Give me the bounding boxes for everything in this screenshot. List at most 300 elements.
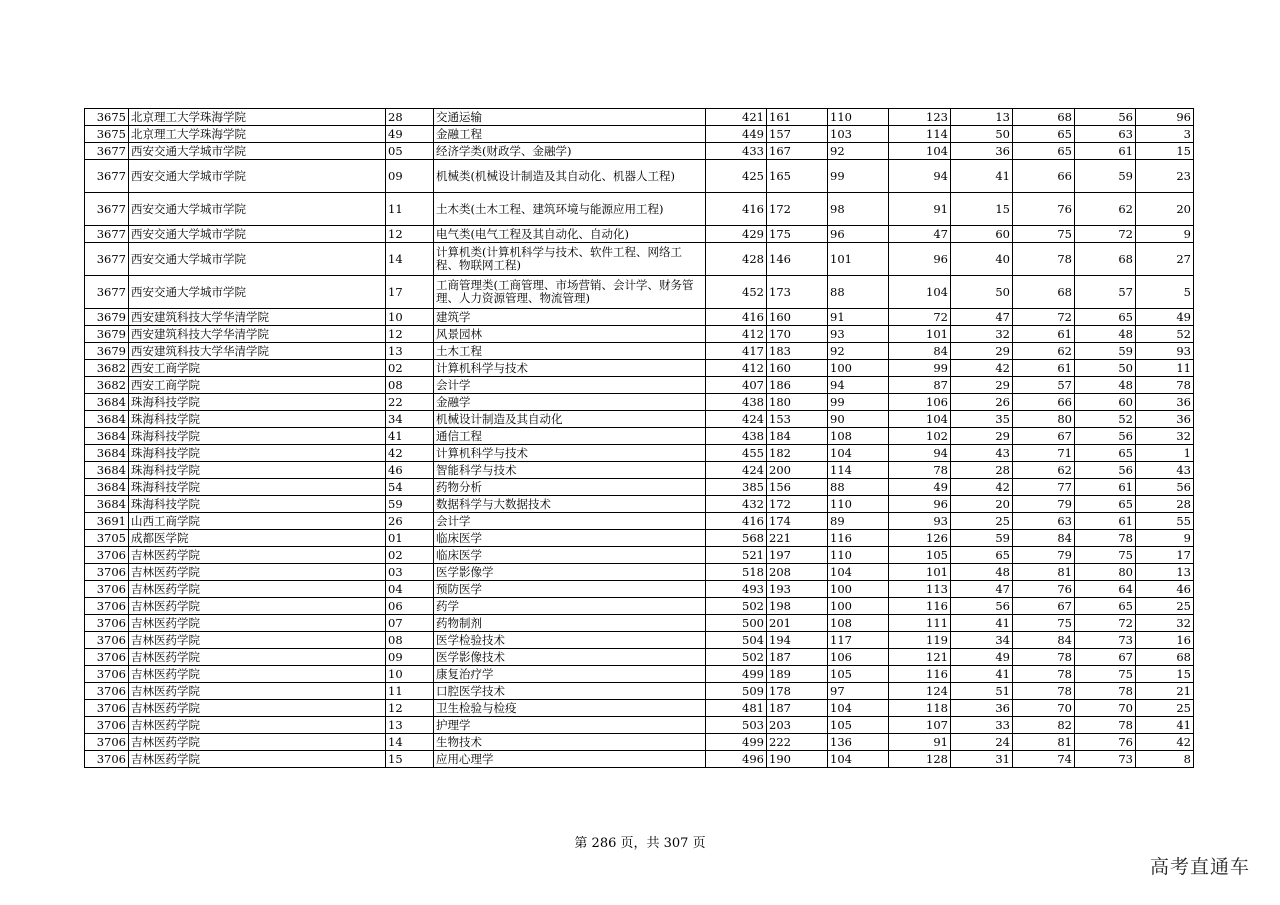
score-cell: 110 xyxy=(828,109,889,126)
score-cell: 73 xyxy=(1075,751,1136,768)
score-cell: 68 xyxy=(1075,243,1136,276)
major-code-cell: 42 xyxy=(386,445,434,462)
score-cell: 77 xyxy=(1013,479,1075,496)
score-cell: 416 xyxy=(706,513,767,530)
score-cell: 62 xyxy=(1013,343,1075,360)
score-cell: 20 xyxy=(1136,193,1194,226)
score-cell: 68 xyxy=(1013,109,1075,126)
major-name-cell: 土木类(土木工程、建筑环境与能源应用工程) xyxy=(434,193,706,226)
major-name-cell: 工商管理类(工商管理、市场营销、会计学、财务管理、人力资源管理、物流管理) xyxy=(434,276,706,309)
score-cell: 47 xyxy=(951,309,1013,326)
score-cell: 198 xyxy=(767,598,828,615)
score-cell: 16 xyxy=(1136,632,1194,649)
major-name-cell: 药物制剂 xyxy=(434,615,706,632)
school-name-cell: 吉林医药学院 xyxy=(129,632,386,649)
score-cell: 49 xyxy=(951,649,1013,666)
score-cell: 502 xyxy=(706,598,767,615)
table-row xyxy=(85,360,1194,377)
score-cell: 84 xyxy=(889,343,951,360)
school-name-cell: 吉林医药学院 xyxy=(129,717,386,734)
school-code-cell: 3706 xyxy=(85,581,129,598)
score-cell: 417 xyxy=(706,343,767,360)
school-name-cell: 珠海科技学院 xyxy=(129,428,386,445)
major-code-cell: 14 xyxy=(386,734,434,751)
school-code-cell: 3684 xyxy=(85,496,129,513)
school-name-cell: 西安工商学院 xyxy=(129,377,386,394)
school-code-cell: 3677 xyxy=(85,226,129,243)
major-code-cell: 09 xyxy=(386,649,434,666)
major-code-cell: 09 xyxy=(386,160,434,193)
score-cell: 407 xyxy=(706,377,767,394)
table-row xyxy=(85,479,1194,496)
score-cell: 61 xyxy=(1075,143,1136,160)
score-cell: 438 xyxy=(706,394,767,411)
score-cell: 518 xyxy=(706,564,767,581)
score-cell: 56 xyxy=(1075,428,1136,445)
score-cell: 42 xyxy=(951,360,1013,377)
school-name-cell: 珠海科技学院 xyxy=(129,445,386,462)
score-cell: 57 xyxy=(1075,276,1136,309)
major-name-cell: 智能科学与技术 xyxy=(434,462,706,479)
score-cell: 449 xyxy=(706,126,767,143)
score-cell: 61 xyxy=(1013,360,1075,377)
score-cell: 180 xyxy=(767,394,828,411)
school-code-cell: 3706 xyxy=(85,666,129,683)
score-cell: 20 xyxy=(951,496,1013,513)
score-cell: 170 xyxy=(767,326,828,343)
score-cell: 429 xyxy=(706,226,767,243)
school-code-cell: 3677 xyxy=(85,276,129,309)
score-cell: 496 xyxy=(706,751,767,768)
score-cell: 67 xyxy=(1013,428,1075,445)
score-cell: 80 xyxy=(1013,411,1075,428)
major-name-cell: 电气类(电气工程及其自动化、自动化) xyxy=(434,226,706,243)
school-code-cell: 3684 xyxy=(85,479,129,496)
score-cell: 88 xyxy=(828,276,889,309)
score-cell: 76 xyxy=(1075,734,1136,751)
score-cell: 49 xyxy=(889,479,951,496)
score-cell: 41 xyxy=(951,615,1013,632)
score-cell: 55 xyxy=(1136,513,1194,530)
score-cell: 101 xyxy=(889,326,951,343)
score-cell: 50 xyxy=(951,126,1013,143)
major-name-cell: 风景园林 xyxy=(434,326,706,343)
score-cell: 75 xyxy=(1013,226,1075,243)
school-name-cell: 西安交通大学城市学院 xyxy=(129,276,386,309)
table-row xyxy=(85,717,1194,734)
school-code-cell: 3684 xyxy=(85,445,129,462)
school-code-cell: 3706 xyxy=(85,598,129,615)
major-code-cell: 11 xyxy=(386,193,434,226)
major-code-cell: 12 xyxy=(386,226,434,243)
score-cell: 521 xyxy=(706,547,767,564)
score-cell: 108 xyxy=(828,615,889,632)
school-name-cell: 吉林医药学院 xyxy=(129,564,386,581)
score-cell: 425 xyxy=(706,160,767,193)
score-cell: 90 xyxy=(828,411,889,428)
score-cell: 100 xyxy=(828,581,889,598)
school-name-cell: 西安交通大学城市学院 xyxy=(129,226,386,243)
watermark: 高考直通车 xyxy=(1149,856,1250,878)
major-name-cell: 通信工程 xyxy=(434,428,706,445)
score-cell: 201 xyxy=(767,615,828,632)
school-name-cell: 成都医学院 xyxy=(129,530,386,547)
score-cell: 11 xyxy=(1136,360,1194,377)
major-code-cell: 03 xyxy=(386,564,434,581)
score-cell: 81 xyxy=(1013,564,1075,581)
school-code-cell: 3677 xyxy=(85,143,129,160)
table-row xyxy=(85,649,1194,666)
major-code-cell: 49 xyxy=(386,126,434,143)
school-code-cell: 3706 xyxy=(85,649,129,666)
score-cell: 56 xyxy=(1075,462,1136,479)
table-row xyxy=(85,496,1194,513)
school-code-cell: 3706 xyxy=(85,700,129,717)
table-row xyxy=(85,598,1194,615)
score-cell: 167 xyxy=(767,143,828,160)
score-cell: 84 xyxy=(1013,530,1075,547)
major-name-cell: 卫生检验与检疫 xyxy=(434,700,706,717)
school-name-cell: 吉林医药学院 xyxy=(129,700,386,717)
score-cell: 99 xyxy=(828,394,889,411)
major-code-cell: 15 xyxy=(386,751,434,768)
score-cell: 13 xyxy=(951,109,1013,126)
score-cell: 100 xyxy=(828,360,889,377)
major-code-cell: 10 xyxy=(386,309,434,326)
score-cell: 197 xyxy=(767,547,828,564)
school-name-cell: 山西工商学院 xyxy=(129,513,386,530)
score-cell: 63 xyxy=(1013,513,1075,530)
score-cell: 61 xyxy=(1013,326,1075,343)
school-code-cell: 3677 xyxy=(85,243,129,276)
table-row xyxy=(85,751,1194,768)
major-code-cell: 14 xyxy=(386,243,434,276)
score-cell: 50 xyxy=(951,276,1013,309)
school-code-cell: 3679 xyxy=(85,343,129,360)
table-row xyxy=(85,243,1194,276)
score-cell: 9 xyxy=(1136,530,1194,547)
school-name-cell: 西安交通大学城市学院 xyxy=(129,143,386,160)
score-cell: 51 xyxy=(951,683,1013,700)
school-name-cell: 珠海科技学院 xyxy=(129,411,386,428)
score-cell: 421 xyxy=(706,109,767,126)
major-code-cell: 05 xyxy=(386,143,434,160)
table-row xyxy=(85,394,1194,411)
score-cell: 94 xyxy=(889,445,951,462)
score-cell: 47 xyxy=(889,226,951,243)
score-cell: 32 xyxy=(951,326,1013,343)
school-name-cell: 北京理工大学珠海学院 xyxy=(129,109,386,126)
school-name-cell: 吉林医药学院 xyxy=(129,547,386,564)
major-name-cell: 计算机类(计算机科学与技术、软件工程、网络工程、物联网工程) xyxy=(434,243,706,276)
score-cell: 65 xyxy=(1075,445,1136,462)
score-cell: 52 xyxy=(1075,411,1136,428)
score-cell: 71 xyxy=(1013,445,1075,462)
school-code-cell: 3706 xyxy=(85,615,129,632)
school-name-cell: 西安交通大学城市学院 xyxy=(129,243,386,276)
score-cell: 385 xyxy=(706,479,767,496)
school-code-cell: 3706 xyxy=(85,632,129,649)
score-cell: 75 xyxy=(1075,547,1136,564)
school-name-cell: 珠海科技学院 xyxy=(129,462,386,479)
score-cell: 41 xyxy=(951,160,1013,193)
score-cell: 70 xyxy=(1013,700,1075,717)
score-cell: 203 xyxy=(767,717,828,734)
major-code-cell: 13 xyxy=(386,343,434,360)
score-cell: 41 xyxy=(951,666,1013,683)
school-code-cell: 3706 xyxy=(85,751,129,768)
school-code-cell: 3679 xyxy=(85,309,129,326)
score-cell: 99 xyxy=(889,360,951,377)
table-row xyxy=(85,564,1194,581)
score-cell: 452 xyxy=(706,276,767,309)
score-cell: 124 xyxy=(889,683,951,700)
score-cell: 41 xyxy=(1136,717,1194,734)
score-cell: 178 xyxy=(767,683,828,700)
table-row xyxy=(85,632,1194,649)
major-name-cell: 金融工程 xyxy=(434,126,706,143)
table-row xyxy=(85,309,1194,326)
score-cell: 160 xyxy=(767,309,828,326)
school-code-cell: 3679 xyxy=(85,326,129,343)
school-name-cell: 珠海科技学院 xyxy=(129,496,386,513)
major-name-cell: 康复治疗学 xyxy=(434,666,706,683)
score-cell: 160 xyxy=(767,360,828,377)
score-cell: 62 xyxy=(1075,193,1136,226)
table-row xyxy=(85,226,1194,243)
score-cell: 94 xyxy=(828,377,889,394)
score-cell: 455 xyxy=(706,445,767,462)
score-cell: 428 xyxy=(706,243,767,276)
school-code-cell: 3684 xyxy=(85,428,129,445)
major-name-cell: 临床医学 xyxy=(434,547,706,564)
score-cell: 509 xyxy=(706,683,767,700)
school-code-cell: 3691 xyxy=(85,513,129,530)
major-name-cell: 计算机科学与技术 xyxy=(434,445,706,462)
score-cell: 114 xyxy=(828,462,889,479)
score-cell: 32 xyxy=(1136,615,1194,632)
score-cell: 187 xyxy=(767,649,828,666)
major-code-cell: 12 xyxy=(386,700,434,717)
major-name-cell: 计算机科学与技术 xyxy=(434,360,706,377)
score-cell: 75 xyxy=(1013,615,1075,632)
score-cell: 121 xyxy=(889,649,951,666)
score-cell: 91 xyxy=(889,193,951,226)
score-cell: 165 xyxy=(767,160,828,193)
school-name-cell: 吉林医药学院 xyxy=(129,734,386,751)
score-cell: 190 xyxy=(767,751,828,768)
score-cell: 78 xyxy=(889,462,951,479)
score-cell: 101 xyxy=(828,243,889,276)
school-code-cell: 3705 xyxy=(85,530,129,547)
score-cell: 500 xyxy=(706,615,767,632)
school-name-cell: 珠海科技学院 xyxy=(129,479,386,496)
score-cell: 193 xyxy=(767,581,828,598)
score-cell: 433 xyxy=(706,143,767,160)
score-cell: 568 xyxy=(706,530,767,547)
score-cell: 114 xyxy=(889,126,951,143)
score-cell: 499 xyxy=(706,734,767,751)
score-cell: 73 xyxy=(1075,632,1136,649)
table-row xyxy=(85,428,1194,445)
major-name-cell: 数据科学与大数据技术 xyxy=(434,496,706,513)
table-row xyxy=(85,160,1194,193)
school-code-cell: 3675 xyxy=(85,109,129,126)
score-cell: 97 xyxy=(828,683,889,700)
score-cell: 118 xyxy=(889,700,951,717)
school-code-cell: 3684 xyxy=(85,462,129,479)
major-name-cell: 医学影像技术 xyxy=(434,649,706,666)
major-name-cell: 医学影像学 xyxy=(434,564,706,581)
table-row xyxy=(85,143,1194,160)
major-name-cell: 口腔医学技术 xyxy=(434,683,706,700)
table-row xyxy=(85,700,1194,717)
score-cell: 36 xyxy=(951,700,1013,717)
score-cell: 23 xyxy=(1136,160,1194,193)
score-cell: 57 xyxy=(1013,377,1075,394)
score-cell: 79 xyxy=(1013,496,1075,513)
score-cell: 116 xyxy=(889,598,951,615)
score-cell: 412 xyxy=(706,326,767,343)
major-code-cell: 17 xyxy=(386,276,434,309)
score-cell: 65 xyxy=(1075,598,1136,615)
major-code-cell: 02 xyxy=(386,547,434,564)
score-cell: 416 xyxy=(706,309,767,326)
score-cell: 21 xyxy=(1136,683,1194,700)
major-code-cell: 04 xyxy=(386,581,434,598)
score-cell: 424 xyxy=(706,411,767,428)
school-name-cell: 珠海科技学院 xyxy=(129,394,386,411)
score-cell: 184 xyxy=(767,428,828,445)
major-code-cell: 11 xyxy=(386,683,434,700)
score-cell: 107 xyxy=(889,717,951,734)
school-code-cell: 3682 xyxy=(85,377,129,394)
score-cell: 432 xyxy=(706,496,767,513)
score-cell: 101 xyxy=(889,564,951,581)
score-cell: 104 xyxy=(828,700,889,717)
score-cell: 182 xyxy=(767,445,828,462)
score-cell: 187 xyxy=(767,700,828,717)
major-code-cell: 54 xyxy=(386,479,434,496)
major-name-cell: 临床医学 xyxy=(434,530,706,547)
school-code-cell: 3706 xyxy=(85,547,129,564)
score-cell: 80 xyxy=(1075,564,1136,581)
school-name-cell: 西安建筑科技大学华清学院 xyxy=(129,326,386,343)
major-code-cell: 22 xyxy=(386,394,434,411)
score-cell: 65 xyxy=(1013,126,1075,143)
school-name-cell: 吉林医药学院 xyxy=(129,751,386,768)
major-code-cell: 08 xyxy=(386,632,434,649)
major-code-cell: 26 xyxy=(386,513,434,530)
major-code-cell: 02 xyxy=(386,360,434,377)
score-cell: 96 xyxy=(1136,109,1194,126)
major-code-cell: 13 xyxy=(386,717,434,734)
major-name-cell: 药物分析 xyxy=(434,479,706,496)
school-code-cell: 3675 xyxy=(85,126,129,143)
score-cell: 60 xyxy=(951,226,1013,243)
score-cell: 67 xyxy=(1013,598,1075,615)
score-cell: 504 xyxy=(706,632,767,649)
score-cell: 67 xyxy=(1075,649,1136,666)
score-cell: 78 xyxy=(1013,243,1075,276)
score-cell: 15 xyxy=(1136,666,1194,683)
score-cell: 32 xyxy=(1136,428,1194,445)
score-cell: 92 xyxy=(828,143,889,160)
school-name-cell: 吉林医药学院 xyxy=(129,666,386,683)
score-cell: 89 xyxy=(828,513,889,530)
score-cell: 87 xyxy=(889,377,951,394)
score-cell: 72 xyxy=(1075,615,1136,632)
score-cell: 76 xyxy=(1013,193,1075,226)
major-name-cell: 机械类(机械设计制造及其自动化、机器人工程) xyxy=(434,160,706,193)
score-cell: 81 xyxy=(1013,734,1075,751)
score-cell: 29 xyxy=(951,343,1013,360)
score-cell: 103 xyxy=(828,126,889,143)
school-code-cell: 3684 xyxy=(85,411,129,428)
score-cell: 502 xyxy=(706,649,767,666)
score-cell: 79 xyxy=(1013,547,1075,564)
score-cell: 49 xyxy=(1136,309,1194,326)
score-cell: 74 xyxy=(1013,751,1075,768)
score-cell: 78 xyxy=(1136,377,1194,394)
major-code-cell: 34 xyxy=(386,411,434,428)
score-cell: 72 xyxy=(889,309,951,326)
score-cell: 56 xyxy=(1136,479,1194,496)
score-cell: 481 xyxy=(706,700,767,717)
score-cell: 78 xyxy=(1013,683,1075,700)
score-cell: 424 xyxy=(706,462,767,479)
score-cell: 194 xyxy=(767,632,828,649)
score-cell: 161 xyxy=(767,109,828,126)
table-row xyxy=(85,276,1194,309)
major-code-cell: 06 xyxy=(386,598,434,615)
score-cell: 173 xyxy=(767,276,828,309)
school-name-cell: 吉林医药学院 xyxy=(129,615,386,632)
score-cell: 111 xyxy=(889,615,951,632)
major-code-cell: 07 xyxy=(386,615,434,632)
table-row xyxy=(85,193,1194,226)
major-name-cell: 机械设计制造及其自动化 xyxy=(434,411,706,428)
score-cell: 412 xyxy=(706,360,767,377)
score-cell: 104 xyxy=(889,411,951,428)
major-name-cell: 应用心理学 xyxy=(434,751,706,768)
score-cell: 221 xyxy=(767,530,828,547)
score-cell: 75 xyxy=(1075,666,1136,683)
score-cell: 42 xyxy=(951,479,1013,496)
score-cell: 104 xyxy=(828,751,889,768)
score-cell: 96 xyxy=(889,496,951,513)
score-cell: 91 xyxy=(828,309,889,326)
score-cell: 59 xyxy=(1075,160,1136,193)
table-row xyxy=(85,411,1194,428)
school-code-cell: 3706 xyxy=(85,564,129,581)
score-cell: 104 xyxy=(889,143,951,160)
major-name-cell: 土木工程 xyxy=(434,343,706,360)
score-cell: 499 xyxy=(706,666,767,683)
score-cell: 156 xyxy=(767,479,828,496)
score-cell: 63 xyxy=(1075,126,1136,143)
score-cell: 42 xyxy=(1136,734,1194,751)
major-name-cell: 医学检验技术 xyxy=(434,632,706,649)
score-cell: 128 xyxy=(889,751,951,768)
school-code-cell: 3677 xyxy=(85,160,129,193)
score-cell: 5 xyxy=(1136,276,1194,309)
major-name-cell: 建筑学 xyxy=(434,309,706,326)
score-cell: 78 xyxy=(1075,717,1136,734)
score-cell: 105 xyxy=(828,717,889,734)
score-cell: 136 xyxy=(828,734,889,751)
table-row xyxy=(85,581,1194,598)
